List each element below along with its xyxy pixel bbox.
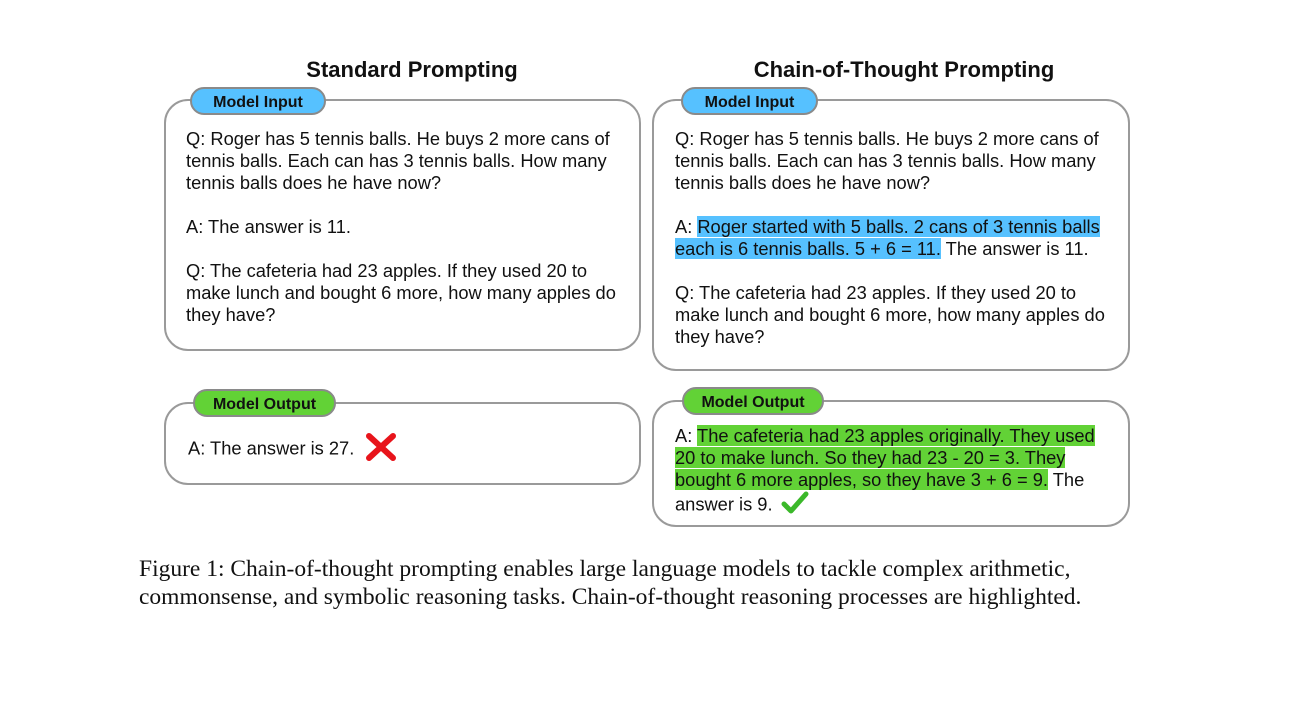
cot-a1 — [675, 216, 1115, 260]
cot-output-text — [675, 425, 1115, 520]
standard-output-text — [188, 432, 618, 467]
cot-input-label: Model Input — [681, 87, 818, 115]
standard-q1: Q: Roger has 5 tennis balls. He buys 2 more cans of tennis balls. Each can has 3 tennis balls. How many tennis balls does he have now? — [186, 128, 610, 193]
green-check-icon — [781, 491, 809, 520]
cot-output-suffix: The answer is 9. — [675, 469, 1085, 515]
figure-caption: Figure 1: Chain-of-thought prompting enables large language models to tackle complex arithmetic, commonsense, and symbolic reasoning tasks. Chain-of-thought reasoning processes are highlighted. — [139, 556, 1082, 610]
cot-a1-suffix: The answer is 11. — [940, 238, 1089, 259]
cot-output-prefix: A: — [675, 425, 698, 446]
standard-prompting-title: Standard Prompting — [306, 57, 518, 82]
standard-a1: A: The answer is 11. — [186, 216, 351, 237]
cot-output-answer — [675, 425, 1115, 520]
standard-input-label: Model Input — [190, 87, 326, 115]
standard-input-text — [186, 128, 626, 326]
red-cross-icon — [365, 432, 397, 467]
cot-output-label: Model Output — [682, 387, 824, 415]
standard-output-answer: A: The answer is 27. — [188, 437, 355, 459]
cot-a1-reasoning-highlight: Roger started with 5 balls. 2 cans of 3 tennis balls each is 6 tennis balls. 5 + 6 = 11. — [675, 216, 1100, 259]
cot-a1-prefix: A: — [675, 216, 698, 237]
standard-q2: Q: The cafeteria had 23 apples. If they used 20 to make lunch and bought 6 more, how many apples do they have? — [186, 260, 616, 325]
cot-prompting-title: Chain-of-Thought Prompting — [753, 57, 1055, 82]
cot-input-text — [675, 128, 1115, 348]
cot-q1: Q: Roger has 5 tennis balls. He buys 2 more cans of tennis balls. Each can has 3 tennis balls. How many tennis balls does he have now? — [675, 128, 1099, 193]
cot-output-reasoning-highlight: The cafeteria had 23 apples originally. They used 20 to make lunch. So they had 23 - 20 = 3. They bought 6 more apples, so they have 3 + 6 = 9. — [675, 425, 1095, 490]
standard-output-label: Model Output — [193, 389, 336, 417]
cot-q2: Q: The cafeteria had 23 apples. If they used 20 to make lunch and bought 6 more, how many apples do they have? — [675, 282, 1105, 347]
